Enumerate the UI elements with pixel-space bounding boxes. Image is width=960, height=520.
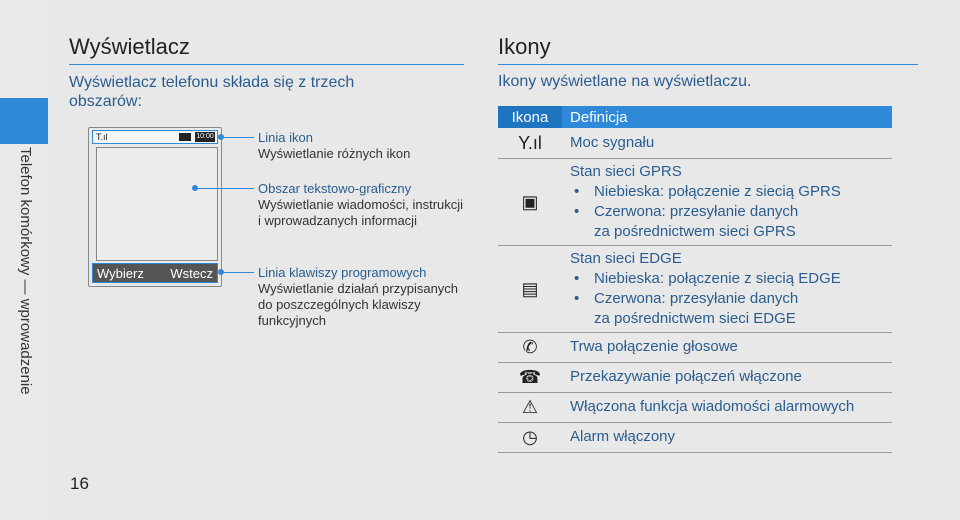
- callout-text-area: [258, 181, 468, 229]
- header-icon: Ikona: [498, 106, 562, 128]
- callout-softkey-line: [258, 265, 468, 329]
- list-item: • Czerwona: przesyłanie danych: [570, 202, 884, 222]
- phone-status-bar: [92, 130, 218, 144]
- definition: Stan sieci EDGE: [570, 249, 682, 267]
- definition: Włączona funkcja wiadomości alarmowych: [562, 392, 892, 422]
- display-title: Wyświetlacz: [69, 34, 190, 59]
- table-row: [498, 332, 892, 362]
- call-forwarding-icon: ☎: [498, 362, 562, 392]
- gprs-network-icon: ▣: [498, 158, 562, 245]
- table-row: [498, 392, 892, 422]
- table-row: [498, 362, 892, 392]
- section-tab: [0, 98, 48, 144]
- callout-desc: Wyświetlanie różnych ikon: [258, 146, 411, 161]
- callout-title: Linia klawiszy programowych: [258, 265, 427, 280]
- list-item: • Niebieska: połączenie z siecią EDGE: [570, 269, 884, 289]
- signal-strength-icon: T.ıl: [96, 132, 108, 142]
- signal-strength-icon: Y.ıl: [498, 128, 562, 158]
- definition: Moc sygnału: [562, 128, 892, 158]
- display-intro: Wyświetlacz telefonu składa się z trzech obszarów:: [69, 74, 355, 110]
- callout-title: Obszar tekstowo-graficzny: [258, 181, 412, 196]
- softkey-right: Wstecz: [170, 266, 213, 281]
- definition: Alarm włączony: [562, 422, 892, 452]
- softkey-left: Wybierz: [97, 266, 144, 281]
- callout-title: Linia ikon: [258, 130, 313, 145]
- alarm-icon: ◷: [498, 422, 562, 452]
- phone-softkey-bar: [92, 263, 218, 283]
- definition: Stan sieci GPRS: [570, 162, 682, 180]
- callout-desc: Wyświetlanie działań przypisanych do poszczególnych klawiszy funkcyjnych: [258, 281, 459, 328]
- table-row: [498, 245, 892, 332]
- icons-table: [498, 106, 892, 453]
- table-row: [498, 422, 892, 452]
- callout-desc: Wyświetlanie wiadomości, instrukcji i wprowadzanych informacji: [258, 197, 464, 228]
- icons-title: Ikony: [498, 34, 551, 59]
- phone-screen: [96, 147, 218, 261]
- callout-dot: [218, 269, 224, 275]
- status-time: 10:00: [196, 133, 214, 140]
- voice-call-icon: ✆: [498, 332, 562, 362]
- header-definition: Definicja: [562, 106, 892, 128]
- list-item-continued: za pośrednictwem sieci EDGE: [594, 309, 796, 327]
- page-number: 16: [70, 474, 89, 493]
- callout-dot: [218, 134, 224, 140]
- sos-message-icon: ⚠: [498, 392, 562, 422]
- table-header: [498, 106, 892, 128]
- definition: Trwa połączenie głosowe: [562, 332, 892, 362]
- section-label: Telefon komórkowy — wprowadzenie: [17, 147, 34, 395]
- callout-dot: [192, 185, 198, 191]
- list-item: • Niebieska: połączenie z siecią GPRS: [570, 182, 884, 202]
- list-item: • Czerwona: przesyłanie danych: [570, 289, 884, 309]
- icons-intro: Ikony wyświetlane na wyświetlaczu.: [498, 73, 752, 90]
- battery-icon: [179, 133, 191, 141]
- title-rule: [498, 64, 918, 65]
- definition: Przekazywanie połączeń włączone: [562, 362, 892, 392]
- callout-line: [194, 188, 254, 189]
- title-rule: [69, 64, 464, 65]
- list-item-continued: za pośrednictwem sieci GPRS: [594, 222, 796, 240]
- callout-icon-line: [258, 130, 468, 162]
- table-row: [498, 128, 892, 158]
- definition-cell: [562, 158, 892, 245]
- definition-cell: [562, 245, 892, 332]
- edge-network-icon: ▤: [498, 245, 562, 332]
- table-row: [498, 158, 892, 245]
